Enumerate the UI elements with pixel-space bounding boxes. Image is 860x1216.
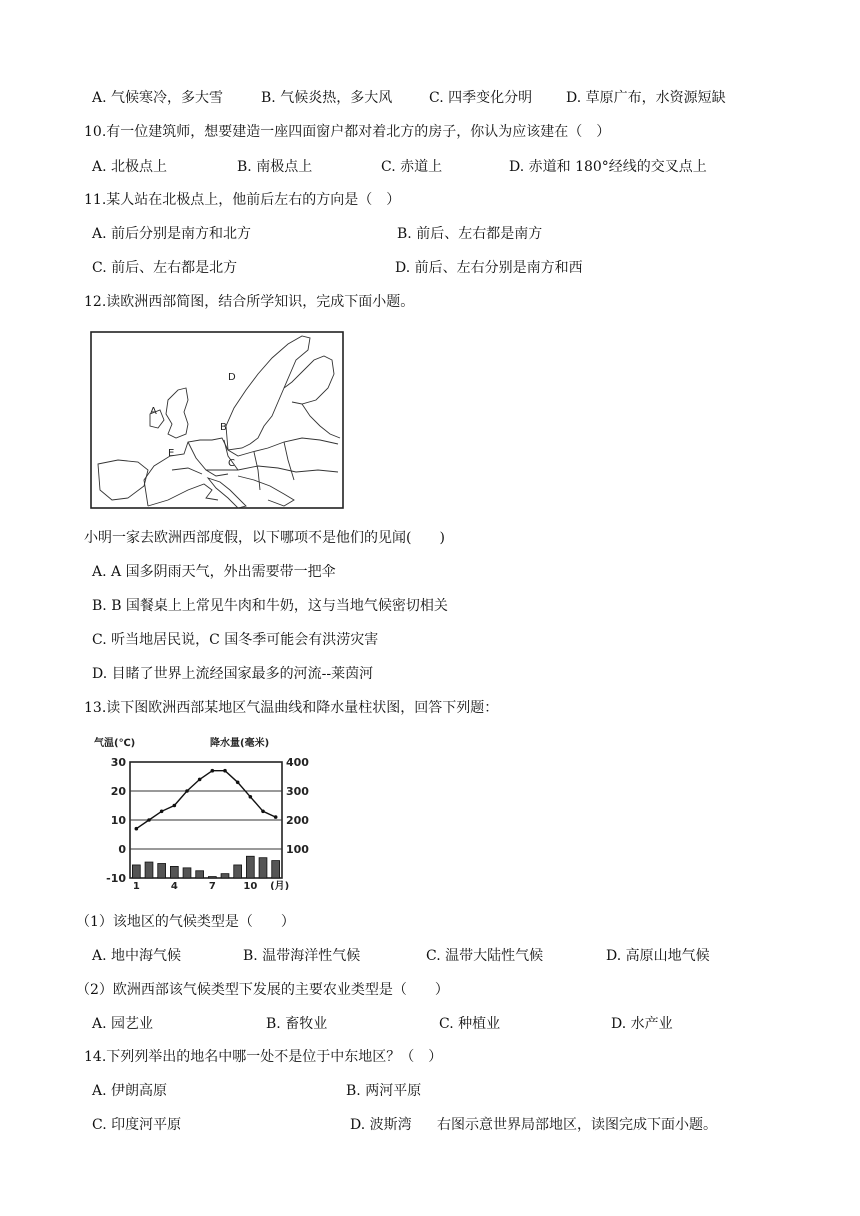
q9-option-d: D. 草原广布，水资源短缺 xyxy=(566,90,726,106)
q11-option-b: B. 前后、左右都是南方 xyxy=(397,226,543,242)
temperature-point xyxy=(147,818,151,822)
q11-stem: 11.某人站在北极点上，他前后左右的方向是（ ） xyxy=(84,192,401,208)
q13-sub1-option-b: B. 温带海洋性气候 xyxy=(243,948,361,964)
q12-option-b: B. B 国餐桌上上常见牛肉和牛奶，这与当地气候密切相关 xyxy=(92,598,448,614)
temperature-point xyxy=(198,778,202,782)
chart-right-tick-label: 200 xyxy=(286,814,309,827)
q14-option-c: C. 印度河平原 xyxy=(92,1117,182,1133)
q12-sub-stem: 小明一家去欧洲西部度假，以下哪项不是他们的见闻( ) xyxy=(84,530,445,546)
precipitation-bar xyxy=(196,871,204,878)
q13-sub1-option-a: A. 地中海气候 xyxy=(92,948,182,964)
q11-option-c: C. 前后、左右都是北方 xyxy=(92,260,238,276)
map-label-e: E xyxy=(168,448,175,459)
temperature-point xyxy=(249,795,253,799)
map-label-a: A xyxy=(150,406,157,417)
chart-right-tick-label: 300 xyxy=(286,785,309,798)
q13-sub2-option-c: C. 种植业 xyxy=(439,1016,501,1032)
climate-chart xyxy=(92,734,322,890)
q14-option-d: D. 波斯湾 xyxy=(350,1117,412,1133)
precipitation-bar xyxy=(221,874,229,878)
temperature-point xyxy=(160,810,164,814)
q14-stem: 14.下列列举出的地名中哪一处不是位于中东地区？（ ） xyxy=(84,1049,443,1065)
q13-stem: 13.读下图欧洲西部某地区气温曲线和降水量柱状图，回答下列题： xyxy=(84,700,499,716)
q13-sub1-option-d: D. 高原山地气候 xyxy=(606,948,710,964)
q10-option-a: A. 北极点上 xyxy=(92,159,168,175)
q13-sub1-stem: （1）该地区的气候类型是（ ） xyxy=(76,914,295,930)
temperature-point xyxy=(173,804,177,808)
precipitation-bar xyxy=(132,865,140,878)
chart-ylabel-left: 气温(℃) xyxy=(94,738,136,749)
q10-option-b: B. 南极点上 xyxy=(237,159,313,175)
q11-option-d: D. 前后、左右分别是南方和西 xyxy=(395,260,583,276)
chart-left-tick-label: 30 xyxy=(110,756,126,769)
q14-trailing-text: 右图示意世界局部地区，读图完成下面小题。 xyxy=(437,1117,717,1133)
europe-map-figure xyxy=(88,330,346,510)
q12-option-c: C. 听当地居民说，C 国冬季可能会有洪涝灾害 xyxy=(92,632,379,648)
q14-option-a: A. 伊朗高原 xyxy=(92,1083,168,1099)
q9-option-b: B. 气候炎热，多大风 xyxy=(261,90,393,106)
q13-sub2-option-b: B. 畜牧业 xyxy=(266,1016,328,1032)
chart-right-tick-label: 400 xyxy=(286,756,309,769)
chart-left-tick-label: -10 xyxy=(106,872,126,885)
q13-sub2-stem: （2）欧洲西部该气候类型下发展的主要农业类型是（ ） xyxy=(76,982,449,998)
chart-x-tick-label: 1 xyxy=(132,881,140,890)
precipitation-bar xyxy=(183,868,191,878)
q12-option-a: A. A 国多阴雨天气，外出需要带一把伞 xyxy=(92,564,336,580)
chart-x-tick-label: 4 xyxy=(170,881,178,890)
precipitation-bar xyxy=(145,862,153,878)
precipitation-bar xyxy=(272,861,280,878)
precipitation-bar xyxy=(208,877,216,878)
q10-option-c: C. 赤道上 xyxy=(381,159,443,175)
precipitation-bar xyxy=(170,866,178,878)
temperature-point xyxy=(135,827,139,831)
chart-ylabel-right: 降水量(毫米) xyxy=(210,738,270,749)
temperature-point xyxy=(223,769,227,773)
temperature-point xyxy=(185,789,189,793)
chart-left-tick-label: 20 xyxy=(110,785,126,798)
chart-x-tick-label: 7 xyxy=(208,881,216,890)
precipitation-bar xyxy=(246,856,254,878)
q13-sub2-option-a: A. 园艺业 xyxy=(92,1016,154,1032)
precipitation-bar xyxy=(158,864,166,879)
temperature-point xyxy=(236,781,240,785)
q12-option-d: D. 目睹了世界上流经国家最多的河流--莱茵河 xyxy=(92,666,374,682)
temperature-point xyxy=(261,810,265,814)
chart-x-tick-label: 10 xyxy=(243,881,258,890)
chart-left-tick-label: 10 xyxy=(110,814,126,827)
precipitation-bar xyxy=(259,858,267,878)
chart-right-tick-label: 100 xyxy=(286,843,309,856)
map-label-d: D xyxy=(228,372,236,383)
q13-sub1-option-c: C. 温带大陆性气候 xyxy=(426,948,544,964)
q9-option-a: A. 气候寒冷，多大雪 xyxy=(92,90,224,106)
q10-option-d: D. 赤道和 180°经线的交叉点上 xyxy=(509,159,707,175)
q9-option-c: C. 四季变化分明 xyxy=(429,90,533,106)
map-label-c: C xyxy=(228,458,235,469)
temperature-point xyxy=(211,769,215,773)
q14-option-b: B. 两河平原 xyxy=(346,1083,422,1099)
q11-option-a: A. 前后分别是南方和北方 xyxy=(92,226,252,242)
q10-stem: 10.有一位建筑师，想要建造一座四面窗户都对着北方的房子，你认为应该建在（ ） xyxy=(84,124,611,140)
chart-left-tick-label: 0 xyxy=(118,843,126,856)
map-label-b: B xyxy=(220,422,227,433)
chart-x-tick-label: (月) xyxy=(270,881,290,890)
q13-sub2-option-d: D. 水产业 xyxy=(611,1016,673,1032)
precipitation-bar xyxy=(234,865,242,878)
temperature-point xyxy=(274,815,278,819)
q12-stem: 12.读欧洲西部简图，结合所学知识，完成下面小题。 xyxy=(84,294,415,310)
